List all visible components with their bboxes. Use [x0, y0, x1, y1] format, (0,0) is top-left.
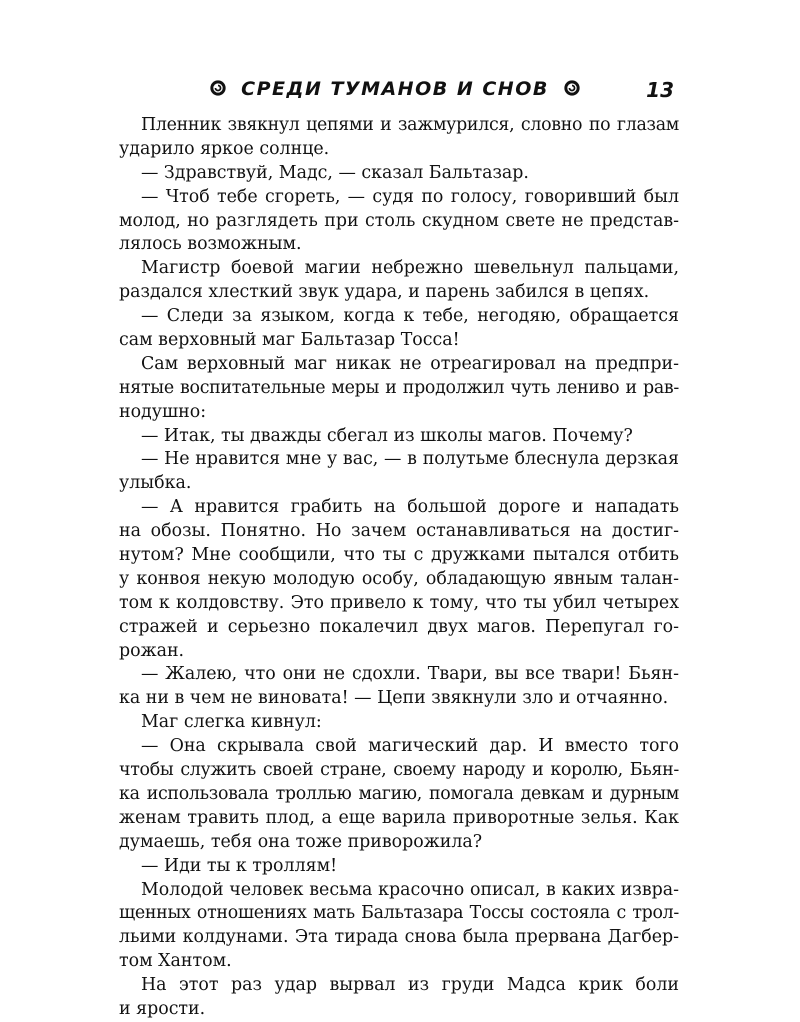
text-line: нутом? Мне сообщили, что ты с дружками пытался отбить: [119, 545, 679, 566]
page-number: 13: [646, 78, 674, 102]
text-line: стражей и серьезно покалечил двух магов. Перепугал го-: [119, 616, 679, 637]
text-line: — Не нравится мне у вас, — в полутьме блеснула дерзкая: [141, 449, 679, 470]
text-line: — Она скрывала свой магический дар. И вместо того: [141, 736, 679, 757]
spiral-ornament-left-icon: [209, 79, 227, 97]
text-line: молод, но разглядеть при столь скудном свете не представ-: [119, 210, 679, 231]
text-line: Сам верховный маг никак не отреагировал на предпри-: [141, 353, 679, 374]
text-line: лялось возможным.: [119, 234, 302, 255]
text-line: думаешь, тебя она тоже приворожила?: [119, 831, 483, 852]
running-head: [120, 78, 680, 108]
text-line: раздался хлесткий звук удара, и парень забился в цепях.: [119, 282, 650, 303]
text-line: Магистр боевой магии небрежно шевельнул пальцами,: [141, 258, 679, 279]
text-line: льими колдунами. Эта тирада снова была прервана Дагбер-: [119, 927, 679, 948]
text-line: у конвоя некую молодую особу, обладающую явным талан-: [119, 568, 679, 589]
text-line: — А нравится грабить на большой дороге и нападать: [141, 497, 679, 518]
text-line: том к колдовству. Это привело к тому, что ты убил четырех: [119, 592, 679, 613]
text-line: нодушно:: [119, 401, 207, 422]
spiral-ornament-right-icon: [563, 79, 581, 97]
text-line: и ярости.: [119, 998, 206, 1019]
text-line: Пленник звякнул цепями и зажмурился, словно по глазам: [141, 115, 679, 135]
text-line: На этот раз удар вырвал из груди Мадса крик боли: [141, 975, 679, 996]
text-line: женам травить плод, а еще варила приворотные зелья. Как: [119, 807, 679, 828]
text-line: чтобы служить своей стране, своему народу и королю, Бьян-: [119, 760, 679, 781]
running-head-title: СРЕДИ ТУМАНОВ И СНОВ: [241, 78, 549, 100]
text-line: на обозы. Понятно. Но зачем останавливаться на достиг-: [119, 521, 679, 542]
text-line: рожан.: [119, 640, 185, 661]
text-line: щенных отношениях мать Бальтазара Тоссы состояла с трол-: [119, 903, 679, 924]
text-line: — Здравствуй, Мадс, — сказал Бальтазар.: [141, 162, 529, 183]
text-line: Молодой человек весьма красочно описал, в каких извра-: [141, 879, 679, 900]
text-line: Маг слегка кивнул:: [141, 712, 322, 733]
text-line: — Чтоб тебе сгореть, — судя по голосу, говоривший был: [141, 186, 679, 207]
text-line: — Иди ты к троллям!: [141, 855, 338, 876]
text-line: сам верховный маг Бальтазар Тосса!: [119, 330, 460, 351]
text-line: — Следи за языком, когда к тебе, негодяю, обращается: [141, 306, 679, 327]
text-line: улыбка.: [119, 473, 192, 494]
running-head-title-group: [180, 78, 610, 100]
text-line: — Итак, ты дважды сбегал из школы магов. Почему?: [141, 425, 633, 446]
text-line: том Хантом.: [119, 951, 232, 972]
text-line: ударило яркое солнце.: [119, 138, 330, 159]
text-line: ка использовала троллью магию, помогала девкам и дурным: [119, 783, 679, 804]
body-text: [119, 114, 679, 1022]
text-line: ка ни в чем не виновата! — Цепи звякнули зло и отчаянно.: [119, 688, 669, 709]
text-line: — Жалею, что они не сдохли. Твари, вы все твари! Бьян-: [141, 664, 679, 685]
text-line: нятые воспитательные меры и продолжил чуть лениво и рав-: [119, 377, 679, 398]
